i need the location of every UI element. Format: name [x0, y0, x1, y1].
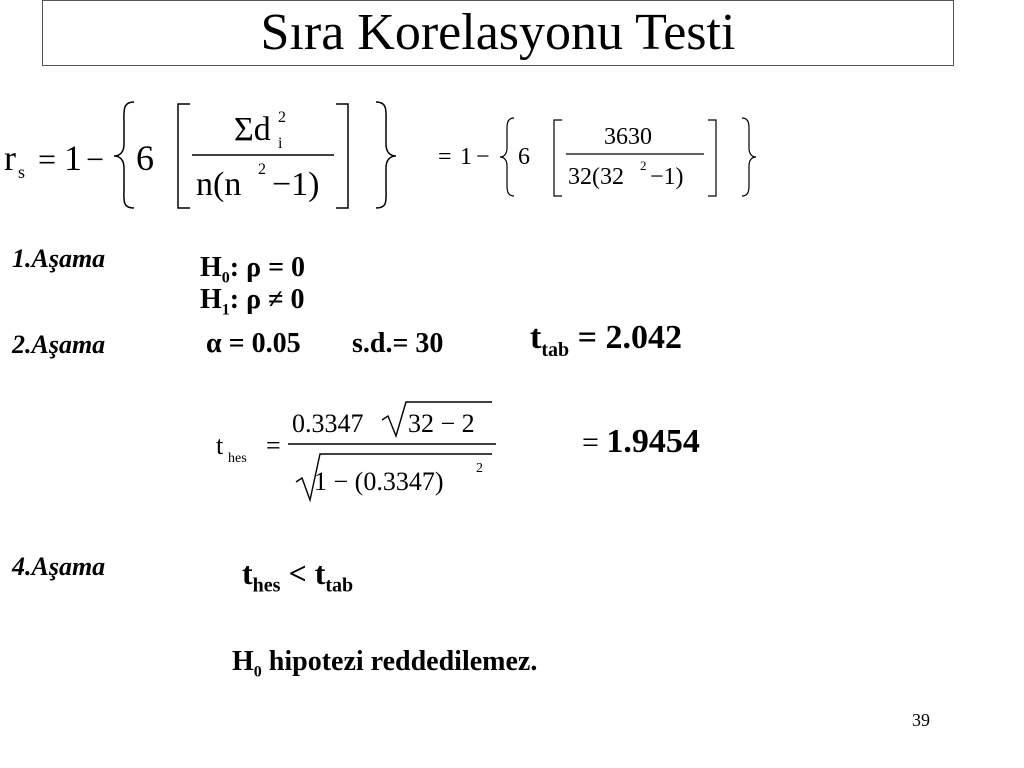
rs-sub-equals: =: [438, 144, 452, 170]
rs-sub-left-bracket: [554, 120, 562, 196]
conclusion-text: [232, 646, 537, 689]
formula-rs-substituted: [432, 112, 762, 202]
rs-sub-denominator-sup: 2: [640, 158, 647, 173]
h0-letter: H: [200, 252, 222, 283]
rs-right-bracket: [336, 104, 348, 208]
decision-operator: <: [288, 555, 307, 591]
rs-subscript: s: [18, 162, 26, 182]
decision-thes-subscript: hes: [252, 574, 281, 597]
decision-thes-letter: t: [242, 555, 253, 591]
thes-result: [582, 424, 700, 461]
rs-denominator-sup: 2: [258, 161, 266, 178]
page-number: 39: [912, 710, 930, 730]
t-table-value: [530, 318, 682, 370]
thes-denominator-radicand: 1 − (0.3347): [314, 467, 444, 496]
thes-numerator-coef: 0.3347: [292, 409, 364, 438]
rs-numerator-sub: i: [278, 135, 283, 152]
rs-denominator-b: −1): [272, 166, 320, 203]
slide-title-box: [42, 0, 954, 66]
conclusion-rest: hipotezi reddedilemez.: [261, 646, 538, 677]
rs-left-bracket: [178, 104, 190, 208]
h1-subscript: 1: [221, 301, 230, 319]
decision-ttab-letter: t: [314, 555, 326, 591]
formula-rs: [0, 92, 400, 216]
rs-sub-one: 1: [460, 144, 472, 170]
rs-sub-denominator-a: 32(32: [568, 164, 624, 190]
thes-denominator-sup: 2: [476, 461, 483, 476]
conclusion-subscript: 0: [253, 663, 262, 681]
h0-subscript: 0: [221, 269, 230, 287]
decision-ttab-subscript: tab: [325, 574, 354, 597]
h1-text: : ρ ≠ 0: [229, 284, 305, 315]
rs-equals: =: [38, 141, 57, 177]
decision-inequality: [242, 554, 353, 604]
rs-sub-right-bracket: [708, 120, 716, 196]
thes-result-equals: =: [582, 426, 599, 459]
thes-symbol: t: [216, 431, 224, 460]
rs-one: 1: [64, 138, 82, 178]
h1-letter: H: [200, 284, 222, 315]
alpha-value: α = 0.05: [206, 328, 301, 359]
degrees-of-freedom: s.d.= 30: [352, 328, 444, 359]
rs-sub-numerator: 3630: [604, 124, 652, 150]
thes-numerator-radicand: 32 − 2: [408, 409, 475, 438]
rs-six: 6: [136, 138, 154, 178]
ttab-subscript: tab: [541, 338, 570, 361]
rs-sub-left-brace: [500, 118, 514, 196]
rs-sub-denominator-b: −1): [650, 164, 684, 190]
rs-left-brace: [114, 102, 134, 208]
thes-equals: =: [266, 431, 281, 460]
stage4-label: 4.Aşama: [12, 552, 106, 581]
thes-result-value: 1.9454: [606, 423, 700, 460]
h0-text: : ρ = 0: [229, 252, 306, 283]
rs-numerator-sup: 2: [278, 109, 286, 126]
thes-subscript: hes: [228, 451, 247, 466]
ttab-letter: t: [530, 319, 542, 356]
rs-numerator: Σd: [234, 111, 271, 148]
rs-right-brace: [376, 102, 396, 208]
stage1-label: 1.Aşama: [12, 244, 106, 273]
stage2-label: 2.Aşama: [12, 330, 106, 359]
rs-sub-right-brace: [742, 118, 756, 196]
rs-denominator-a: n(n: [196, 166, 242, 203]
ttab-value: = 2.042: [577, 319, 682, 356]
rs-sub-minus: −: [476, 144, 490, 170]
rs-sub-six: 6: [518, 144, 530, 170]
rs-minus: −: [86, 141, 105, 177]
rs-symbol: r: [4, 138, 16, 178]
hypothesis-h1: [200, 284, 304, 327]
conclusion-h: H: [232, 646, 254, 677]
slide-title: Sıra Korelasyonu Testi: [260, 4, 736, 61]
formula-thes: [210, 396, 510, 506]
